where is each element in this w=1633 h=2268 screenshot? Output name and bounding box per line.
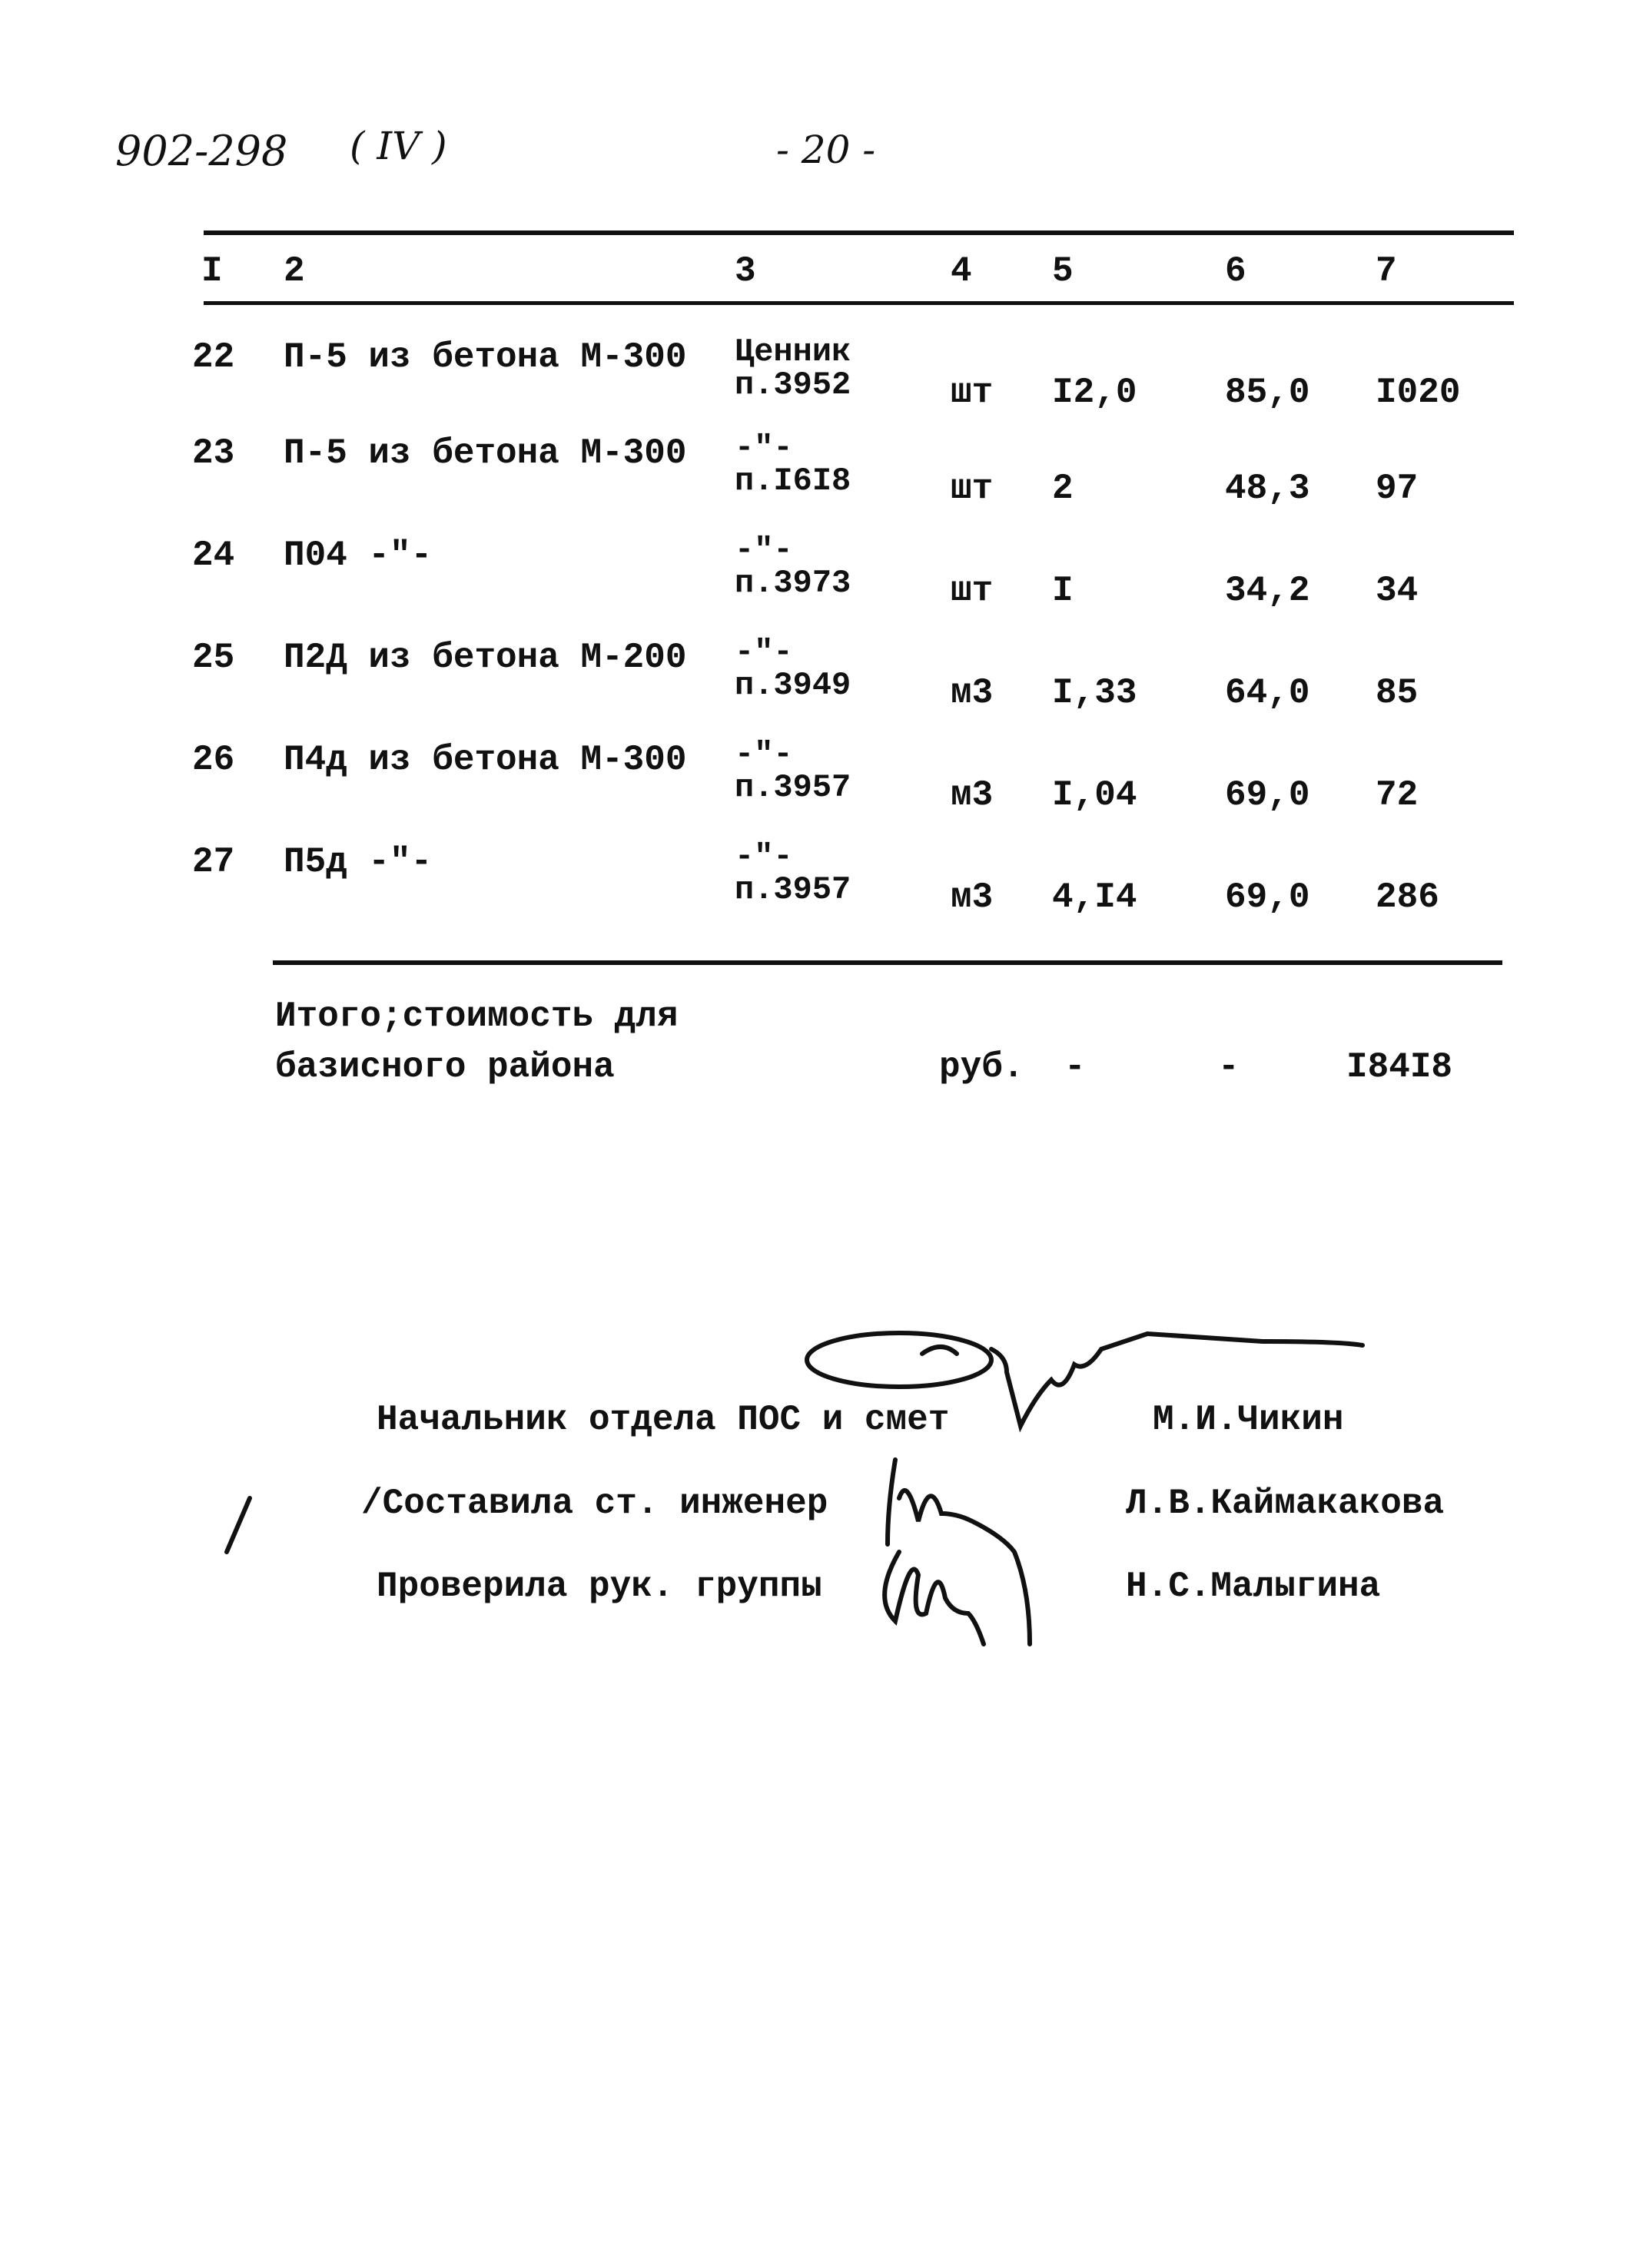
quantity: I <box>1052 571 1074 611</box>
total-value: I84I8 <box>1346 1047 1453 1087</box>
price-reference-source: -"- <box>735 634 793 671</box>
column-header: 2 <box>284 251 305 291</box>
total-cost: 97 <box>1376 469 1419 509</box>
item-name: П04 -"- <box>284 536 433 575</box>
quantity: 2 <box>1052 469 1074 509</box>
price-reference-item: п.I6I8 <box>735 463 851 499</box>
column-header: I <box>201 251 223 291</box>
price-reference-source: Ценник <box>735 333 851 370</box>
unit-price: 69,0 <box>1225 877 1310 917</box>
unit: шт <box>951 571 994 611</box>
total-cost: 85 <box>1376 673 1419 713</box>
unit-price: 34,2 <box>1225 571 1310 611</box>
signature-role: Проверила рук. группы <box>377 1567 822 1606</box>
total-cost: 34 <box>1376 571 1419 611</box>
unit: м3 <box>951 775 994 815</box>
quantity: I,33 <box>1052 673 1137 713</box>
total-label-1: Итого;стоимость для <box>275 996 679 1036</box>
doc-part: ( IV ) <box>350 124 447 168</box>
price-reference-source: -"- <box>735 838 793 875</box>
column-header: 3 <box>735 251 756 291</box>
row-number: 25 <box>192 638 235 678</box>
row-number: 24 <box>192 536 235 575</box>
unit-price: 64,0 <box>1225 673 1310 713</box>
total-price: - <box>1218 1047 1240 1087</box>
page-number: - 20 - <box>776 128 876 172</box>
column-header: 6 <box>1225 251 1246 291</box>
unit: шт <box>951 469 994 509</box>
quantity: 4,I4 <box>1052 877 1137 917</box>
price-reference-source: -"- <box>735 532 793 569</box>
item-name: П4д из бетона М-300 <box>284 740 687 780</box>
price-reference-item: п.3957 <box>735 871 851 908</box>
unit: м3 <box>951 877 994 917</box>
item-name: П5д -"- <box>284 842 433 882</box>
column-header: 4 <box>951 251 972 291</box>
signature-role: /Составила ст. инженер <box>361 1484 828 1524</box>
row-number: 26 <box>192 740 235 780</box>
quantity: I2,0 <box>1052 373 1137 413</box>
price-reference-item: п.3949 <box>735 667 851 704</box>
signature-role: Начальник отдела ПОС и смет <box>377 1400 950 1440</box>
row-number: 23 <box>192 433 235 473</box>
unit-price: 69,0 <box>1225 775 1310 815</box>
column-header: 5 <box>1052 251 1074 291</box>
unit-price: 48,3 <box>1225 469 1310 509</box>
row-number: 27 <box>192 842 235 882</box>
signatory-name: М.И.Чикин <box>1153 1400 1344 1440</box>
row-number: 22 <box>192 337 235 377</box>
signatory-name: Л.В.Каймакакова <box>1126 1484 1445 1524</box>
doc-code: 902-298 <box>115 127 288 175</box>
signature-chikin-mark <box>922 1347 957 1354</box>
signatory-name: Н.С.Малыгина <box>1126 1567 1381 1606</box>
column-header: 7 <box>1376 251 1397 291</box>
price-reference-source: -"- <box>735 429 793 466</box>
signature-chikin-loop <box>807 1333 991 1387</box>
item-name: П2Д из бетона М-200 <box>284 638 687 678</box>
total-label-2: базисного района <box>275 1047 615 1087</box>
total-unit: руб. <box>939 1047 1024 1087</box>
price-reference-item: п.3957 <box>735 769 851 806</box>
unit-price: 85,0 <box>1225 373 1310 413</box>
price-reference-item: п.3952 <box>735 366 851 403</box>
price-reference-source: -"- <box>735 736 793 773</box>
signature-malygina <box>885 1552 984 1644</box>
total-qty: - <box>1064 1047 1086 1087</box>
unit: шт <box>951 373 994 413</box>
item-name: П-5 из бетона М-300 <box>284 433 687 473</box>
item-name: П-5 из бетона М-300 <box>284 337 687 377</box>
total-cost: I020 <box>1376 373 1461 413</box>
total-cost: 286 <box>1376 877 1439 917</box>
quantity: I,04 <box>1052 775 1137 815</box>
price-reference-item: п.3973 <box>735 565 851 602</box>
unit: м3 <box>951 673 994 713</box>
total-cost: 72 <box>1376 775 1419 815</box>
